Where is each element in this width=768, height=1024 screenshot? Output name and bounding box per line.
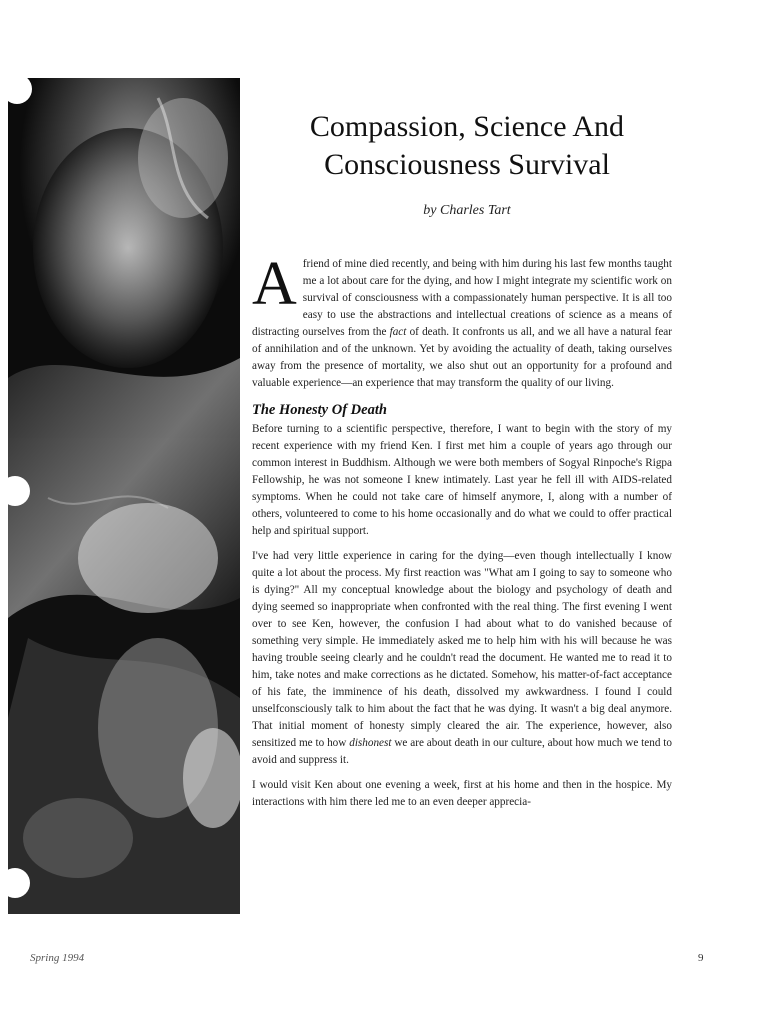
para3-emphasis: dishonest: [349, 737, 392, 749]
intro-paragraph: [252, 250, 672, 392]
body-paragraph: I would visit Ken about one evening a week, first at his home and then in the hospice. My interactions with him there led me to an even deeper apprecia-: [252, 779, 672, 808]
intro-text-a: friend of mine died recently, and being with him during his last few months taught me a lot about care for the dying, and how I might integrate my scientific work on survival of consciousness with a compassionately human perspective. It is all too easy to use the abstractions and intellectual creations of science as a means of distracting ourselves from the: [252, 258, 672, 338]
para3-text-b: we are about death in our culture, about how much we tend to avoid and suppress it.: [252, 737, 672, 766]
photo-illustration: [8, 78, 240, 914]
issue-date: Spring 1994: [30, 952, 85, 964]
author-byline: by Charles Tart: [423, 203, 511, 218]
body-paragraph: Before turning to a scientific perspective, therefore, I want to begin with the story of my recent experience with my friend Ken. I first met him a couple of years ago through our common interest in Buddhism. Although we were both members of Sogyal Rinpoche's Rigpa Fellowship, he was not someone I knew intimately. Last year he fell ill with AIDS-related symptoms. When he could not take care of himself anymore, I, along with a number of others, volunteered to come to his home occasionally and do what we could to offer practical help and spiritual support.: [252, 423, 672, 537]
decorative-photo: [8, 78, 240, 914]
article-title: [262, 108, 672, 184]
intro-text-b: of death. It confronts us all, and we all have a natural fear of annihilation and of the unknown. Yet by avoiding the actuality of death, taking ourselves away from the presence of mortality, we also shut out an opportunity for a profound and valuable experience—an experience that may transform the quality of our living.: [252, 326, 672, 389]
title-line-2: Consciousness Survival: [324, 148, 610, 181]
article-body: [252, 250, 672, 819]
drop-cap: A: [252, 250, 297, 318]
para3-text-a: I've had very little experience in caring for the dying—even though intellectually I know quite a lot about the process. My first reaction was "What am I going to say to someone who is dying?" All my conceptual knowledge about the biology and psychology of death and dying seemed so inappropriate when confronted with the real thing. The first evening I went over to see Ken, however, the confusion I had about what to do vanished because of something very simple. He immediately asked me to help him with his will because he was having trouble seeing clearly and he couldn't read the document. He wanted me to read it to him, take notes and make corrections as he dictated. Somehow, his matter-of-fact acceptance of his fate, the imminence of his death, dissolved my awkwardness. I found I could unselfconsciously talk to him about the fact that he was dying. It wasn't a big deal anymore. That initial moment of honesty simply cleared the air. The experience, however, also sensitized me to how: [252, 550, 672, 749]
title-line-1: Compassion, Science And: [309, 110, 625, 143]
section-heading: The Honesty Of Death: [252, 402, 387, 418]
intro-emphasis: fact: [389, 326, 407, 338]
page-number: 9: [698, 952, 704, 964]
body-paragraph: [252, 548, 672, 769]
